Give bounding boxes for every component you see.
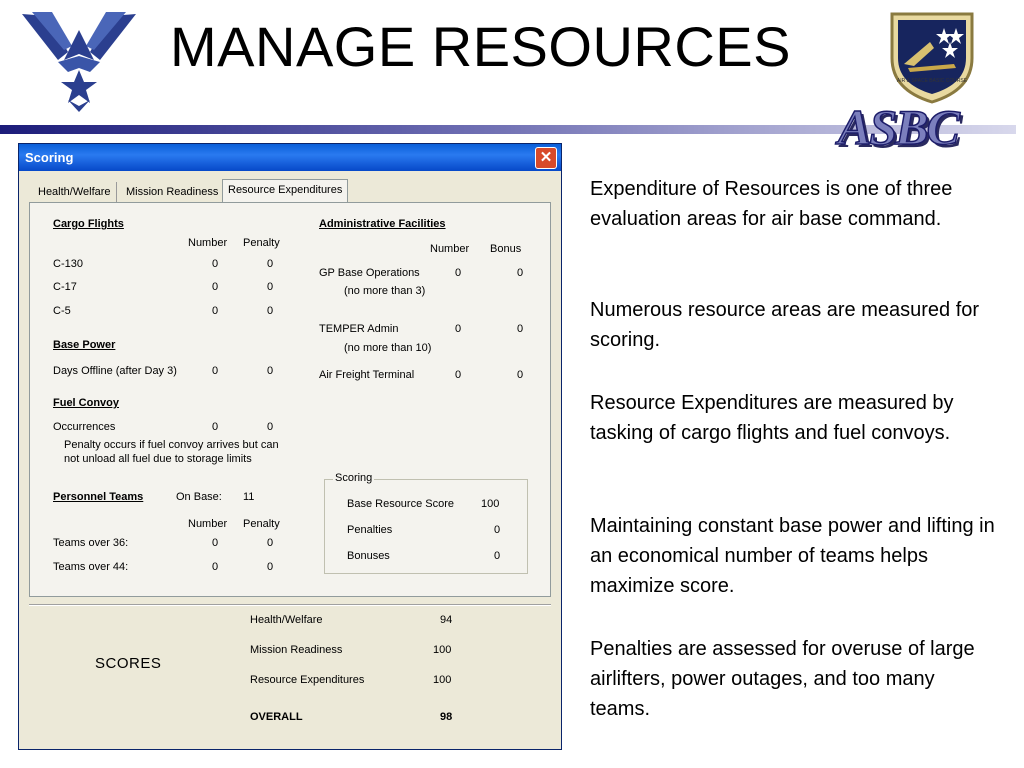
occurrences-number: 0 — [212, 421, 219, 433]
temper-admin-number: 0 — [455, 323, 462, 335]
resource-expenditures-score-value: 100 — [433, 674, 452, 686]
cargo-row-number: 0 — [212, 281, 219, 293]
scores-label: SCORES — [95, 655, 162, 672]
resource-expenditures-panel — [29, 202, 551, 597]
paragraph-expenditure: Expenditure of Resources is one of three evaluation areas for air base command. — [590, 178, 953, 230]
window-title: Scoring — [25, 150, 74, 165]
admin-facilities-heading: Administrative Facilities — [319, 218, 446, 230]
cargo-col-penalty: Penalty — [243, 237, 280, 249]
slide-title: MANAGE RESOURCES — [170, 15, 791, 78]
overall-score-value: 98 — [440, 711, 453, 723]
course-shield-badge — [884, 8, 980, 106]
asbc-logo: ASBC — [838, 99, 958, 155]
teams-row-label: Teams over 44: — [53, 561, 129, 573]
badge-caption: AIR & SPACE BASIC COURSE — [896, 78, 968, 84]
resource-expenditures-score-label: Resource Expenditures — [250, 674, 365, 686]
cargo-row-label: C-17 — [53, 281, 77, 293]
cargo-row-number: 0 — [212, 258, 219, 270]
scoring-groupbox — [324, 472, 528, 574]
on-base-value: 11 — [243, 491, 255, 503]
scoring-window — [18, 143, 562, 750]
temper-admin-note: (no more than 10) — [344, 342, 432, 354]
air-freight-bonus: 0 — [517, 369, 524, 381]
mission-readiness-score-value: 100 — [433, 644, 452, 656]
health-welfare-score-label: Health/Welfare — [250, 614, 323, 626]
occurrences-penalty: 0 — [267, 421, 274, 433]
gp-base-ops-number: 0 — [455, 267, 462, 279]
cargo-row-label: C-5 — [53, 305, 71, 317]
cargo-col-number: Number — [188, 237, 228, 249]
occurrences-label: Occurrences — [53, 421, 116, 433]
teams-row-number: 0 — [212, 537, 219, 549]
temper-admin-label: TEMPER Admin — [319, 323, 399, 335]
teams-row-penalty: 0 — [267, 561, 274, 573]
air-force-symbol-logo — [18, 8, 140, 116]
scoring-groupbox-legend: Scoring — [335, 472, 373, 484]
paragraph-base-power: Maintaining constant base power and lifting in an economical number of teams helps maximize score. — [590, 515, 995, 597]
base-resource-score-value: 100 — [481, 498, 500, 510]
cargo-row-penalty: 0 — [267, 281, 274, 293]
penalties-label: Penalties — [347, 524, 393, 536]
overall-score-label: OVERALL — [250, 711, 303, 723]
mission-readiness-score-label: Mission Readiness — [250, 644, 343, 656]
gp-base-ops-note: (no more than 3) — [344, 285, 426, 297]
window-titlebar[interactable] — [19, 144, 561, 171]
cargo-flights-heading: Cargo Flights — [53, 218, 124, 230]
panel-separator — [29, 604, 551, 606]
cargo-row-penalty: 0 — [267, 305, 274, 317]
cargo-row-penalty: 0 — [267, 258, 274, 270]
days-offline-number: 0 — [212, 365, 219, 377]
tab-resource-expenditures[interactable]: Resource Expenditures — [222, 179, 348, 203]
tab-health-welfare[interactable]: Health/Welfare — [33, 182, 117, 202]
teams-row-number: 0 — [212, 561, 219, 573]
fuel-convoy-heading: Fuel Convoy — [53, 397, 120, 409]
personnel-teams-heading: Personnel Teams — [53, 491, 144, 503]
days-offline-label: Days Offline (after Day 3) — [53, 365, 177, 377]
days-offline-penalty: 0 — [267, 365, 274, 377]
paragraph-penalties: Penalties are assessed for overuse of large airlifters, power outages, and too many teams. — [590, 638, 975, 720]
teams-row-label: Teams over 36: — [53, 537, 129, 549]
teams-row-penalty: 0 — [267, 537, 274, 549]
paragraph-resource-areas: Numerous resource areas are measured for scoring. — [590, 299, 980, 351]
fuel-note-line1: Penalty occurs if fuel convoy arrives but can — [64, 439, 279, 451]
cargo-row-number: 0 — [212, 305, 219, 317]
teams-col-penalty: Penalty — [243, 518, 280, 530]
air-freight-number: 0 — [455, 369, 462, 381]
cargo-row-label: C-130 — [53, 258, 83, 270]
air-freight-label: Air Freight Terminal — [319, 369, 415, 381]
penalties-value: 0 — [494, 524, 501, 536]
close-button[interactable]: ✕ — [535, 147, 557, 169]
teams-col-number: Number — [188, 518, 228, 530]
admin-col-number: Number — [430, 243, 470, 255]
temper-admin-bonus: 0 — [517, 323, 524, 335]
health-welfare-score-value: 94 — [440, 614, 453, 626]
on-base-label: On Base: — [176, 491, 222, 503]
paragraph-resource-expenditures: Resource Expenditures are measured by tasking of cargo flights and fuel convoys. — [590, 392, 954, 444]
base-power-heading: Base Power — [53, 339, 116, 351]
fuel-note-line2: not unload all fuel due to storage limits — [64, 453, 252, 465]
tab-mission-readiness[interactable]: Mission Readiness — [121, 182, 224, 202]
base-resource-score-label: Base Resource Score — [347, 498, 454, 510]
gp-base-ops-bonus: 0 — [517, 267, 524, 279]
admin-col-bonus: Bonus — [490, 243, 522, 255]
gp-base-ops-label: GP Base Operations — [319, 267, 420, 279]
bonuses-label: Bonuses — [347, 550, 390, 562]
bonuses-value: 0 — [494, 550, 501, 562]
